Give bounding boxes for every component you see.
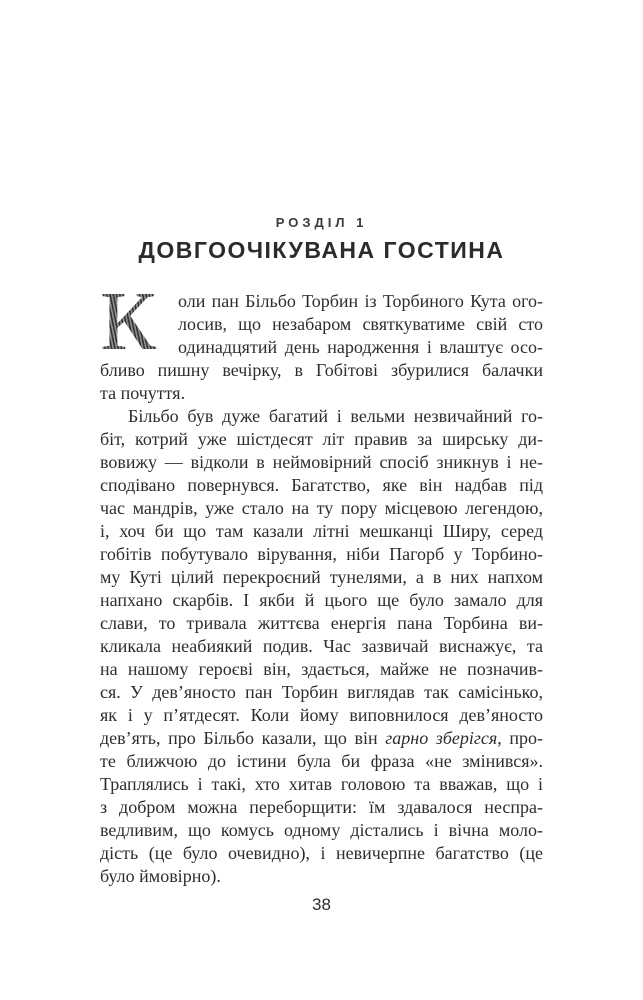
text-line: бливо пишну вечірку, в Гобітові збурилися балачки — [100, 360, 543, 380]
body-text — [100, 275, 543, 888]
paragraph — [100, 275, 543, 405]
text-line: оли пан Більбо Торбин із Торбиного Кута ого- — [178, 291, 543, 311]
drop-cap-letter: К — [100, 290, 172, 359]
text-line: на нашому героєві він, здається, майже не позначив- — [100, 659, 543, 679]
text-line: і, хоч би що там казали літні мешканці Ширу, серед — [100, 521, 543, 541]
text-line: як і у п’ятдесят. Коли йому виповнилося дев’яносто — [100, 705, 543, 725]
text-line: кликала неабиякий подив. Час зазвичай виснажує, та — [100, 636, 543, 656]
text-line: Більбо був дуже багатий і вельми незвичайний го- — [128, 406, 543, 426]
paragraph — [100, 405, 543, 888]
text-line: Траплялись і такі, хто хитав головою та вважав, що і — [100, 774, 543, 794]
text-line: та почуття. — [100, 383, 186, 403]
text-line: сподівано повернувся. Багатство, яке він надбав під — [100, 475, 543, 495]
text-line: му Куті цілий перекроєний тунелями, а в них напхом — [100, 567, 543, 587]
text-line: напхано скарбів. І якби й цього ще було замало для — [100, 590, 543, 610]
page-number: 38 — [312, 895, 331, 914]
text-line: гобітів побутувало вірування, ніби Пагорб у Торбино- — [100, 544, 543, 564]
text-line: дість (це було очевидно), і невичерпне багатство (це — [100, 843, 543, 863]
text-line: біт, котрий уже шістдесят літ правив за ширську ди- — [100, 429, 543, 449]
text-column — [100, 215, 543, 915]
chapter-title: ДОВГООЧІКУВАНА ГОСТИНА — [138, 237, 505, 263]
text-line: слави, то тривала життєва енергія пана Торбина ви- — [100, 613, 543, 633]
text-line: з добром можна переборщити: їм здавалося неспра- — [100, 797, 543, 817]
text-line: вовижу — відколи в неймовірний спосіб зникнув і не- — [100, 452, 543, 472]
text-line: було ймовірно). — [100, 866, 221, 886]
text-line: одинадцятий день народження і влаштує осо- — [178, 337, 543, 357]
text-line: час мандрів, уже стало на ту пору місцевою легендою, — [100, 498, 543, 518]
text-line: ся. У дев’яносто пан Торбин виглядав так самісінько, — [100, 682, 543, 702]
chapter-number: РОЗДІЛ 1 — [275, 215, 368, 230]
text-line: лосив, що незабаром святкуватиме свій сто — [178, 314, 543, 334]
text-line: дев’ять, про Більбо казали, що він гарно зберігся, про- — [100, 728, 543, 748]
text-line: те ближчою до істини була би фраза «не змінився». — [100, 751, 543, 771]
text-line: ведливим, що комусь одному дістались і вічна моло- — [100, 820, 543, 840]
